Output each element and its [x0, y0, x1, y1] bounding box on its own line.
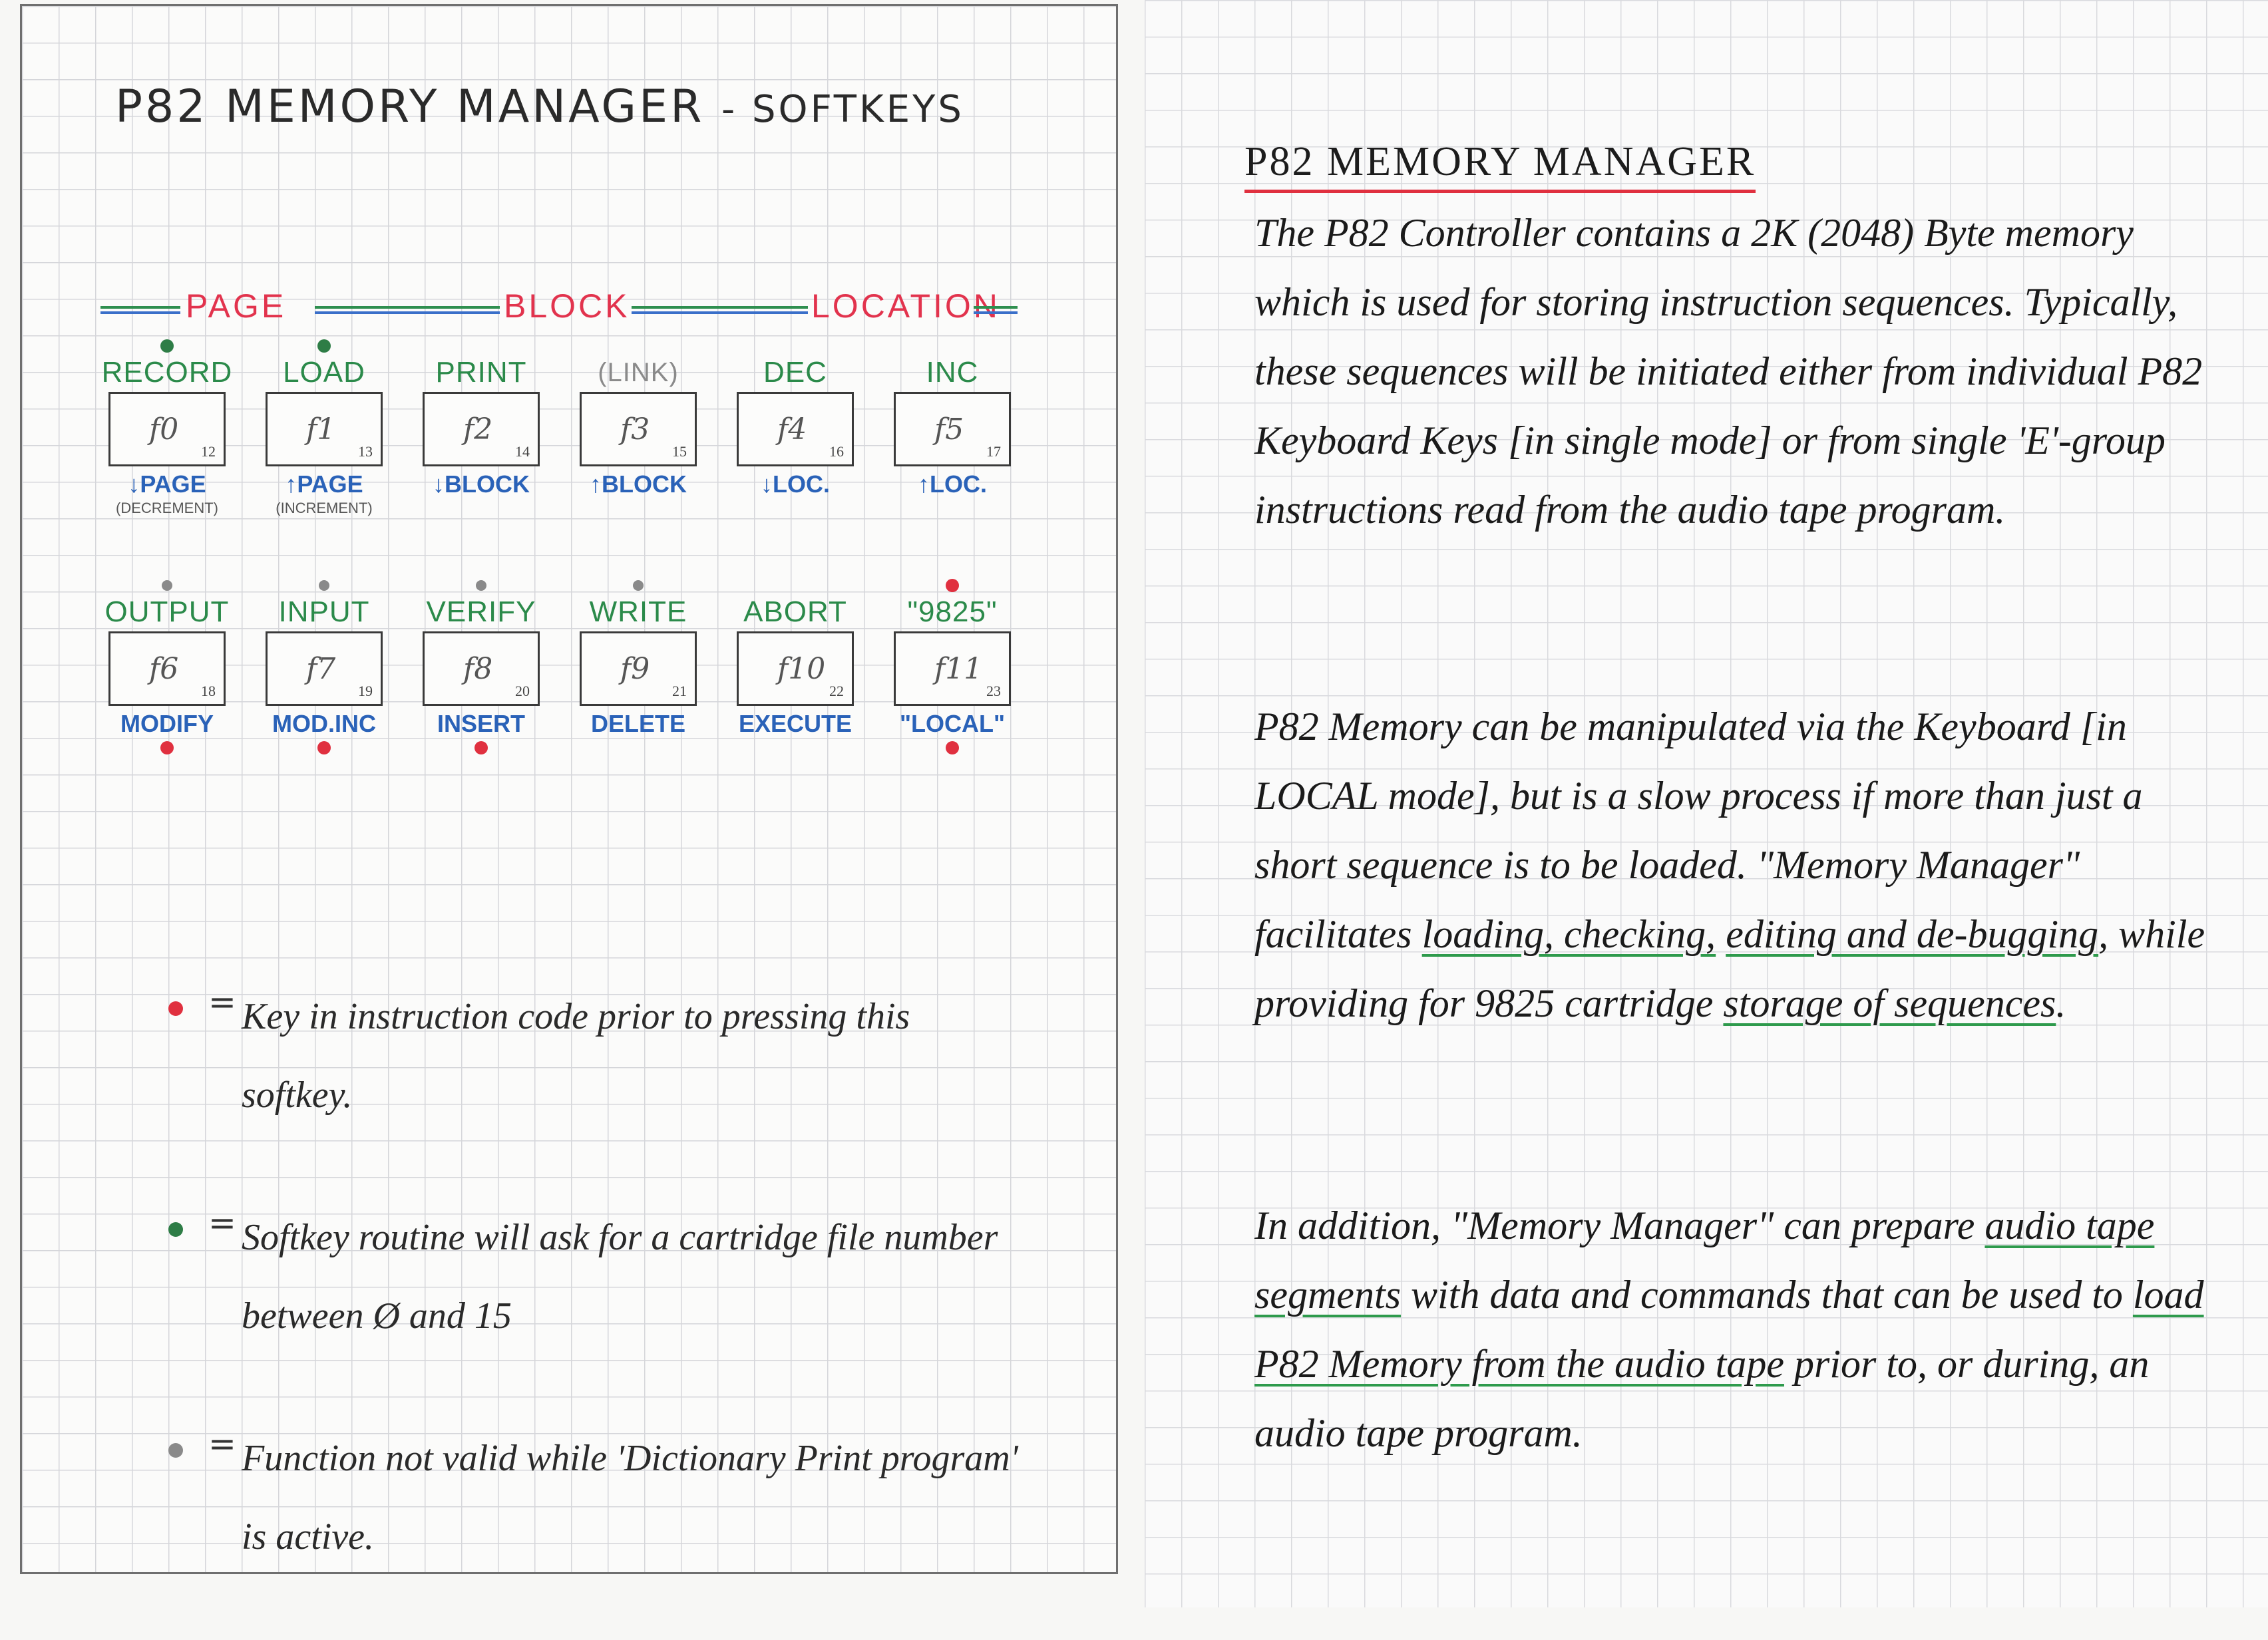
green-dot-icon [168, 1222, 183, 1237]
softkey-function-name: f4 [777, 412, 807, 446]
softkey-shifted-label: DEC [763, 356, 827, 389]
left-page-title [115, 81, 964, 133]
softkey-bottom-indicator [572, 738, 705, 758]
softkey-function-name: f6 [149, 652, 179, 686]
green-dot-icon [160, 339, 174, 353]
softkey-box [266, 631, 383, 706]
softkey-box [580, 631, 697, 706]
p2-text: . [2056, 981, 2066, 1025]
softkey-grid [100, 339, 1026, 818]
softkey-function-name: f10 [777, 652, 826, 686]
p3-underline-load: load P82 Memory from the audio tape [1254, 1273, 2204, 1386]
right-page-title: P82 MEMORY MANAGER [1244, 138, 1756, 193]
softkey-shifted-label: (LINK) [598, 358, 679, 387]
softkey-box [894, 631, 1011, 706]
softkey-function-name: f3 [620, 412, 650, 446]
softkey-row-2 [100, 578, 1026, 818]
gray-dot-icon [162, 580, 172, 591]
gray-dot-icon [168, 1443, 183, 1458]
softkey-sublabel: (INCREMENT) [276, 500, 373, 516]
softkey-number: 23 [986, 683, 1001, 699]
softkey-f0 [100, 339, 234, 517]
softkey-shifted-label: "9825" [907, 595, 998, 628]
green-dot-icon [317, 339, 331, 353]
p2-text: , while providing for 9825 cartridge [1254, 912, 2205, 1025]
softkey-number: 19 [358, 683, 373, 699]
red-dot-icon [317, 741, 331, 754]
softkey-number: 15 [672, 443, 687, 460]
softkey-shifted-label: INC [926, 356, 979, 389]
softkey-box [266, 392, 383, 466]
softkey-number: 20 [515, 683, 530, 699]
softkey-f5 [886, 339, 1019, 498]
softkey-f10 [729, 578, 862, 758]
softkey-row-1 [100, 339, 1026, 578]
softkey-number: 16 [829, 443, 844, 460]
group-divider [632, 306, 808, 314]
softkey-unshifted-label: ↑LOC. [918, 470, 987, 498]
softkey-sublabel: (DECREMENT) [116, 500, 218, 516]
group-label-location: LOCATION [811, 287, 1000, 325]
softkey-unshifted-label: ↓PAGE [128, 470, 206, 498]
red-dot-icon [946, 579, 959, 592]
p2-text: P82 Memory can be manipulated via the Keyboard [in LOCAL mode], but is a slow process if more than just a short sequence is to be loaded. "Memory Manager" facilitates [1254, 705, 2143, 956]
softkey-top-indicator [572, 578, 705, 593]
legend-equals: = [208, 983, 236, 1021]
gray-dot-icon [633, 580, 644, 591]
softkey-top-indicator [100, 578, 234, 593]
softkey-function-name: f8 [463, 652, 493, 686]
softkey-unshifted-label: MODIFY [120, 710, 214, 737]
red-dot-icon [160, 741, 174, 754]
red-dot-icon [946, 741, 959, 754]
legend-item-green [155, 1198, 1020, 1355]
softkey-bottom-indicator [258, 738, 391, 758]
paragraph-audio-tape [1254, 1191, 2213, 1468]
softkey-top-indicator [100, 339, 234, 353]
softkey-box [894, 392, 1011, 466]
softkey-top-indicator [258, 339, 391, 353]
softkey-bottom-indicator [886, 738, 1019, 758]
softkey-f7 [258, 578, 391, 758]
softkey-function-name: f5 [934, 412, 964, 446]
left-page [20, 4, 1118, 1574]
softkey-function-name: f11 [934, 652, 983, 686]
softkey-top-indicator [886, 578, 1019, 593]
red-dot-icon [474, 741, 488, 754]
softkey-function-name: f7 [306, 652, 336, 686]
softkey-top-indicator [415, 578, 548, 593]
softkey-top-indicator [729, 578, 862, 593]
legend-item-gray [155, 1419, 1020, 1576]
red-dot-icon [168, 1001, 183, 1016]
softkey-number: 18 [201, 683, 216, 699]
legend-item-red [155, 977, 1020, 1134]
softkey-unshifted-label: INSERT [437, 710, 525, 737]
softkey-function-name: f9 [620, 652, 650, 686]
group-divider [315, 306, 500, 314]
softkey-top-indicator [886, 339, 1019, 353]
legend-text: Function not valid while 'Dictionary Print program' is active. [242, 1438, 1018, 1558]
softkey-unshifted-label: "LOCAL" [899, 710, 1006, 737]
p2-text [1716, 912, 1726, 956]
softkey-shifted-label: VERIFY [426, 595, 536, 628]
softkey-box [108, 631, 226, 706]
softkey-number: 13 [358, 443, 373, 460]
softkey-bottom-indicator [729, 738, 862, 758]
softkey-top-indicator [729, 339, 862, 353]
softkey-unshifted-label: DELETE [590, 710, 685, 737]
softkey-number: 12 [201, 443, 216, 460]
softkey-f8 [415, 578, 548, 758]
p3-text: with data and commands that can be used to [1400, 1273, 2133, 1317]
p3-text: In addition, "Memory Manager" can prepare [1254, 1204, 1985, 1247]
softkey-unshifted-label: EXECUTE [738, 710, 852, 737]
group-label-page: PAGE [186, 287, 287, 325]
softkey-box [108, 392, 226, 466]
softkey-top-indicator [415, 339, 548, 353]
group-divider [100, 306, 180, 314]
softkey-box [423, 631, 540, 706]
softkey-f1 [258, 339, 391, 517]
softkey-shifted-label: WRITE [589, 595, 687, 628]
legend-text: Softkey routine will ask for a cartridge file number between Ø and 15 [242, 1217, 998, 1337]
paragraph-intro: The P82 Controller contains a 2K (2048) Byte memory which is used for storing instruction sequences. Typically, these sequences will be initiated either from individual P82 Keyboard Keys [in single mode] or from single 'E'-group instructions read from the audio tape program. [1254, 211, 2203, 532]
softkey-box [580, 392, 697, 466]
softkey-shifted-label: PRINT [435, 356, 527, 389]
softkey-function-name: f0 [149, 412, 179, 446]
p2-underline-loading: loading, checking, [1421, 912, 1716, 956]
group-divider [974, 306, 1018, 314]
softkey-unshifted-label: ↓BLOCK [433, 470, 530, 498]
softkey-number: 22 [829, 683, 844, 699]
softkey-f3 [572, 339, 705, 498]
softkey-top-indicator [572, 339, 705, 353]
paragraph-manipulation [1254, 692, 2213, 1038]
softkey-box [737, 631, 854, 706]
softkey-shifted-label: LOAD [283, 356, 365, 389]
softkey-function-name: f2 [463, 412, 493, 446]
softkey-box [423, 392, 540, 466]
softkey-function-name: f1 [306, 412, 336, 446]
softkey-shifted-label: RECORD [101, 356, 233, 389]
right-page [1145, 0, 2268, 1607]
softkey-shifted-label: OUTPUT [104, 595, 230, 628]
softkey-unshifted-label: ↓LOC. [761, 470, 830, 498]
p3-underline-segments: audio tape segments [1254, 1204, 2155, 1317]
legend [155, 977, 1020, 1640]
group-label-block: BLOCK [504, 287, 630, 325]
softkey-f2 [415, 339, 548, 498]
left-title-main: P82 MEMORY MANAGER [115, 81, 705, 133]
softkey-box [737, 392, 854, 466]
softkey-unshifted-label: MOD.INC [272, 710, 376, 737]
softkey-bottom-indicator [100, 738, 234, 758]
softkey-shifted-label: ABORT [743, 595, 847, 628]
softkey-unshifted-label: ↑PAGE [285, 470, 363, 498]
legend-equals: = [208, 1424, 236, 1463]
gray-dot-icon [476, 580, 486, 591]
p3-text: prior to, or during, an audio tape program. [1254, 1342, 2150, 1455]
softkey-number: 14 [515, 443, 530, 460]
p2-underline-storage: storage of sequences [1723, 981, 2056, 1025]
softkey-shifted-label: INPUT [278, 595, 370, 628]
softkey-f9 [572, 578, 705, 758]
softkey-f11 [886, 578, 1019, 758]
gray-dot-icon [319, 580, 329, 591]
softkey-top-indicator [258, 578, 391, 593]
p2-underline-editing: editing and de-bugging [1726, 912, 2099, 956]
softkey-f4 [729, 339, 862, 498]
legend-text: Key in instruction code prior to pressing this softkey. [242, 996, 910, 1116]
softkey-bottom-indicator [415, 738, 548, 758]
softkey-number: 21 [672, 683, 687, 699]
softkey-group-bar [100, 284, 1019, 331]
legend-equals: = [208, 1204, 236, 1242]
softkey-f6 [100, 578, 234, 758]
softkey-number: 17 [986, 443, 1001, 460]
softkey-unshifted-label: ↑BLOCK [590, 470, 687, 498]
left-title-suffix: - SOFTKEYS [721, 88, 964, 131]
